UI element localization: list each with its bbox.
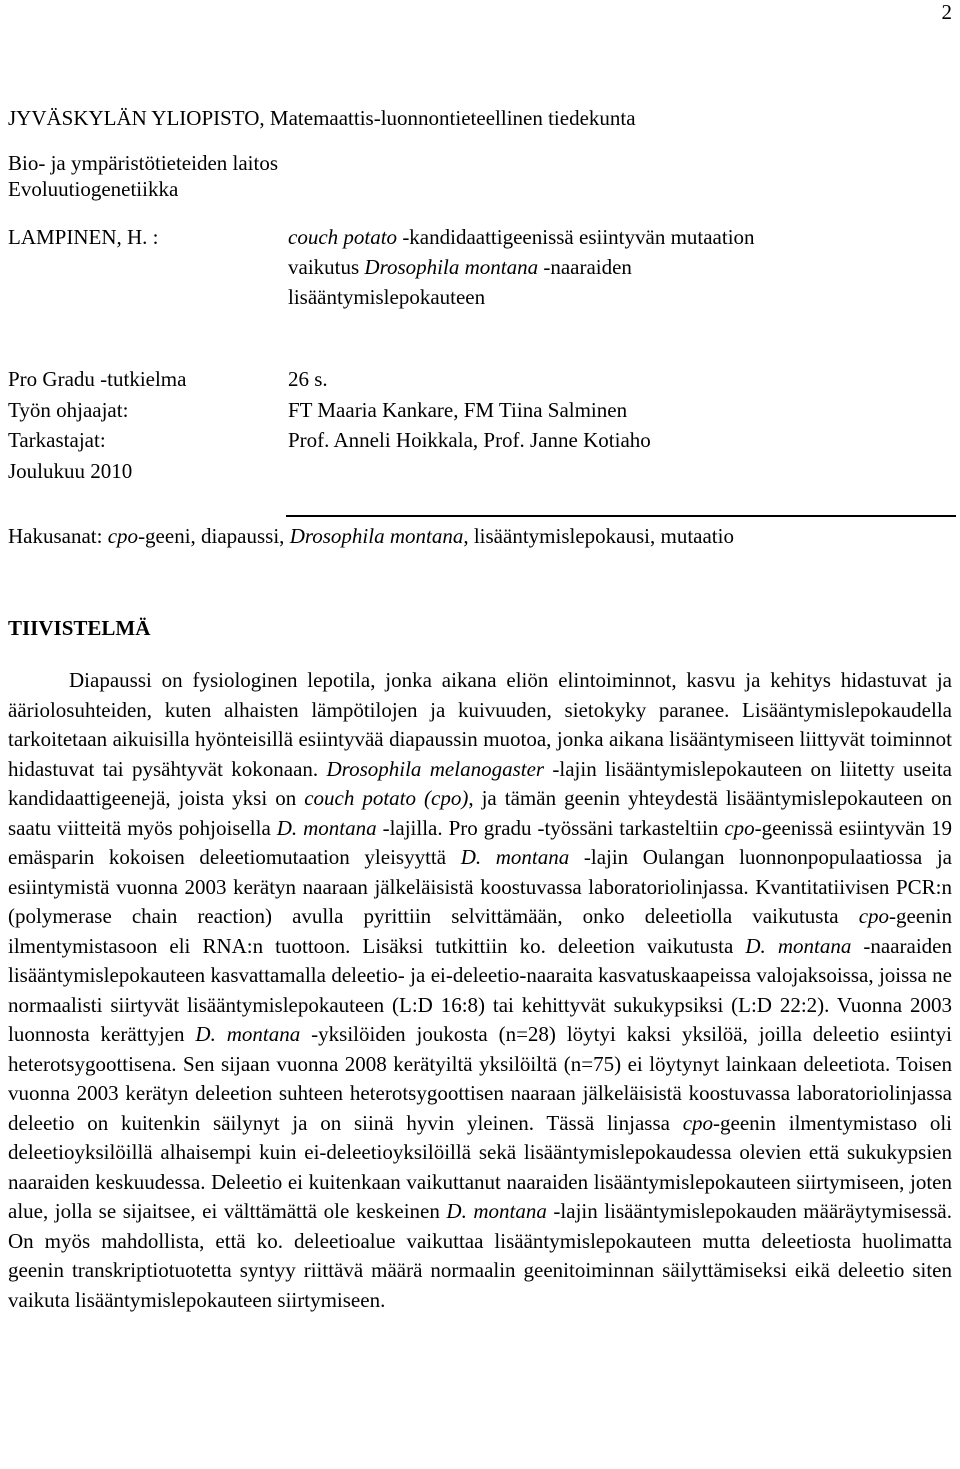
abstract-italic-term: D. montana <box>276 815 377 840</box>
title-line-2 <box>288 252 928 282</box>
abstract-text-segment: -geenin ilmentymistaso oli deleetioyksilöillä alhaisempi kuin ei-deleetioyksilöillä sekä lisääntymislepokaudessa olevien että sukukypsien naaraiden keskuudessa. Deleetio ei kuitenkaan vaikuttanut naaraiden lisääntymislepokauteen siirtymiseen, joten alue, jolla se sijaitsee, ei välttämättä ole keskeinen <box>8 1110 952 1223</box>
keywords-line <box>8 521 734 551</box>
title-line-2-pre: vaikutus <box>288 255 365 279</box>
department-name: Bio- ja ympäristötieteiden laitos <box>8 151 279 175</box>
abstract-text-segment: , ja tämän geenin yhteydestä lisääntymislepokauteen on saatu viitteitä myös pohjoisella <box>8 786 952 840</box>
meta-value: Prof. Anneli Hoikkala, Prof. Janne Kotiaho <box>288 428 651 452</box>
meta-row-date <box>8 456 651 487</box>
meta-value: 26 s. <box>288 367 328 391</box>
abstract-italic-term: D. montana <box>195 1022 301 1046</box>
abstract-italic-term: D. montana <box>446 1199 547 1223</box>
meta-label: Työn ohjaajat: <box>8 397 129 422</box>
meta-row-type <box>8 364 651 395</box>
abstract-text-segment: -yksilöiden joukosta (n=28) löytyi kaksi yksilöä, joilla deleetio esiintyi heterotsygoottisena. Sen sijaan vuonna 2008 kerätyiltä yksilöiltä (n=75) ei löytynyt lainkaan deleetiota. Toisen vuonna 2003 kerätyn deleetion suhteen heterotsygoottisen naaraan jälkeläisistä koostuvassa laboratoriolinjassa deleetio on kuitenkin säilynyt ja on siinä hyvin yleinen. Tässä linjassa <box>8 1022 953 1135</box>
abstract-text-segment: -lajin Oulangan luonnonpopulaatiossa ja esiintymistä vuonna 2003 kerätyn naaraan jälkeläisistä koostuvassa laboratoriolinjassa. Kvantitatiivisen PCR:n (polymerase chain reaction) avulla pyrittiin selvittämään, onko deleetiolla vaikutusta <box>8 845 952 928</box>
abstract-italic-term: cpo <box>724 815 755 840</box>
abstract-heading: TIIVISTELMÄ <box>8 616 151 640</box>
author-name: LAMPINEN, H. : <box>8 225 159 249</box>
abstract-italic-term: D. montana <box>745 933 852 958</box>
department-block <box>8 150 278 202</box>
thesis-metadata <box>8 364 651 486</box>
abstract-text-segment: -lajilla. Pro gradu -työssäni tarkasteltiin <box>376 815 725 840</box>
title-line-3: lisääntymislepokauteen <box>288 285 486 309</box>
abstract-text-segment: -lajin lisääntymislepokauteen on liitetty useita kandidaattigeenejä, joista yksi on <box>8 756 952 810</box>
unit-name: Evoluutiogenetiikka <box>8 177 179 201</box>
title-line-1 <box>288 222 928 252</box>
title-line-2-rest: -naaraiden <box>538 255 632 279</box>
keywords-prefix: Hakusanat: <box>8 524 108 548</box>
abstract-text-segment: -geenissä esiintyvän 19 emäsparin kokoisen deleetiomutaation yleisyyttä <box>8 815 953 869</box>
abstract-body <box>8 666 952 1315</box>
abstract-text-segment: Diapaussi on fysiologinen lepotila, jonka aikana eliön elintoiminnot, kasvu ja kehitys hidastuvat ja ääriolosuhteiden, kuten alhaisten lämpötilojen ja kuivuuden, sietokyky paranee. Lisääntymislepokaudella tarkoitetaan aikuisilla hyönteisillä esiintyvää diapaussin muotoa, jonka aikana lisääntymiseen liittyvät toiminnot hidastuvat tai pysähtyvät kokonaan. <box>8 668 952 781</box>
meta-row-examiners <box>8 425 651 456</box>
meta-label: Tarkastajat: <box>8 428 106 452</box>
meta-label: Joulukuu 2010 <box>8 458 133 483</box>
title-line-1-rest: -kandidaattigeenissä esiintyvän mutaation <box>397 225 755 249</box>
abstract-italic-term: cpo <box>858 904 890 928</box>
abstract-text-segment: -lajin lisääntymislepokauden määräytymisessä. On myös mahdollista, että ko. deleetioalue vaikuttaa lisääntymislepokauteen mutta deleetiosta huolimatta geenin transkriptiotuotetta syntyy riittävä määrä normaalin geenitoiminnan säilyttämiseksi eikä deleetio siten vaikuta lisääntymislepokauteen siirtymiseen. <box>8 1199 952 1312</box>
thesis-title <box>288 222 928 312</box>
meta-label: Pro Gradu -tutkielma <box>8 367 187 391</box>
keywords-rest: , lisääntymislepokausi, mutaatio <box>463 524 734 548</box>
keyword-species: Drosophila montana <box>289 524 464 548</box>
horizontal-rule <box>286 515 956 517</box>
title-species-italic: Drosophila montana <box>364 255 539 279</box>
keyword-cpo: cpo <box>107 524 139 548</box>
university-line: JYVÄSKYLÄN YLIOPISTO, Matemaattis-luonnontieteellinen tiedekunta <box>8 106 636 130</box>
abstract-italic-term: couch potato (cpo) <box>304 786 469 810</box>
keywords-mid: -geeni, diapaussi, <box>138 524 290 548</box>
page-number: 2 <box>941 0 952 24</box>
title-gene-italic: couch potato <box>288 225 398 249</box>
abstract-italic-term: Drosophila melanogaster <box>326 756 545 781</box>
abstract-text-segment: -naaraiden lisääntymislepokauteen kasvattamalla deleetio- ja ei-deleetio-naaraita kasvatuskaapeissa valojaksoissa, joissa ne normaalisti siirtyvät lisääntymislepokauteen (L:D 16:8) tai kehittyvät sukukypsiksi (L:D 22:2). Vuonna 2003 luonnosta kerättyjen <box>8 933 952 1046</box>
abstract-italic-term: cpo <box>682 1110 714 1135</box>
abstract-text-segment: -geenin ilmentymistasoon eli RNA:n tuottoon. Lisäksi tutkittiin ko. deleetion vaikutusta <box>8 904 952 958</box>
meta-value: FT Maaria Kankare, FM Tiina Salminen <box>288 397 628 422</box>
abstract-italic-term: D. montana <box>460 845 570 869</box>
meta-row-supervisors <box>8 395 651 426</box>
